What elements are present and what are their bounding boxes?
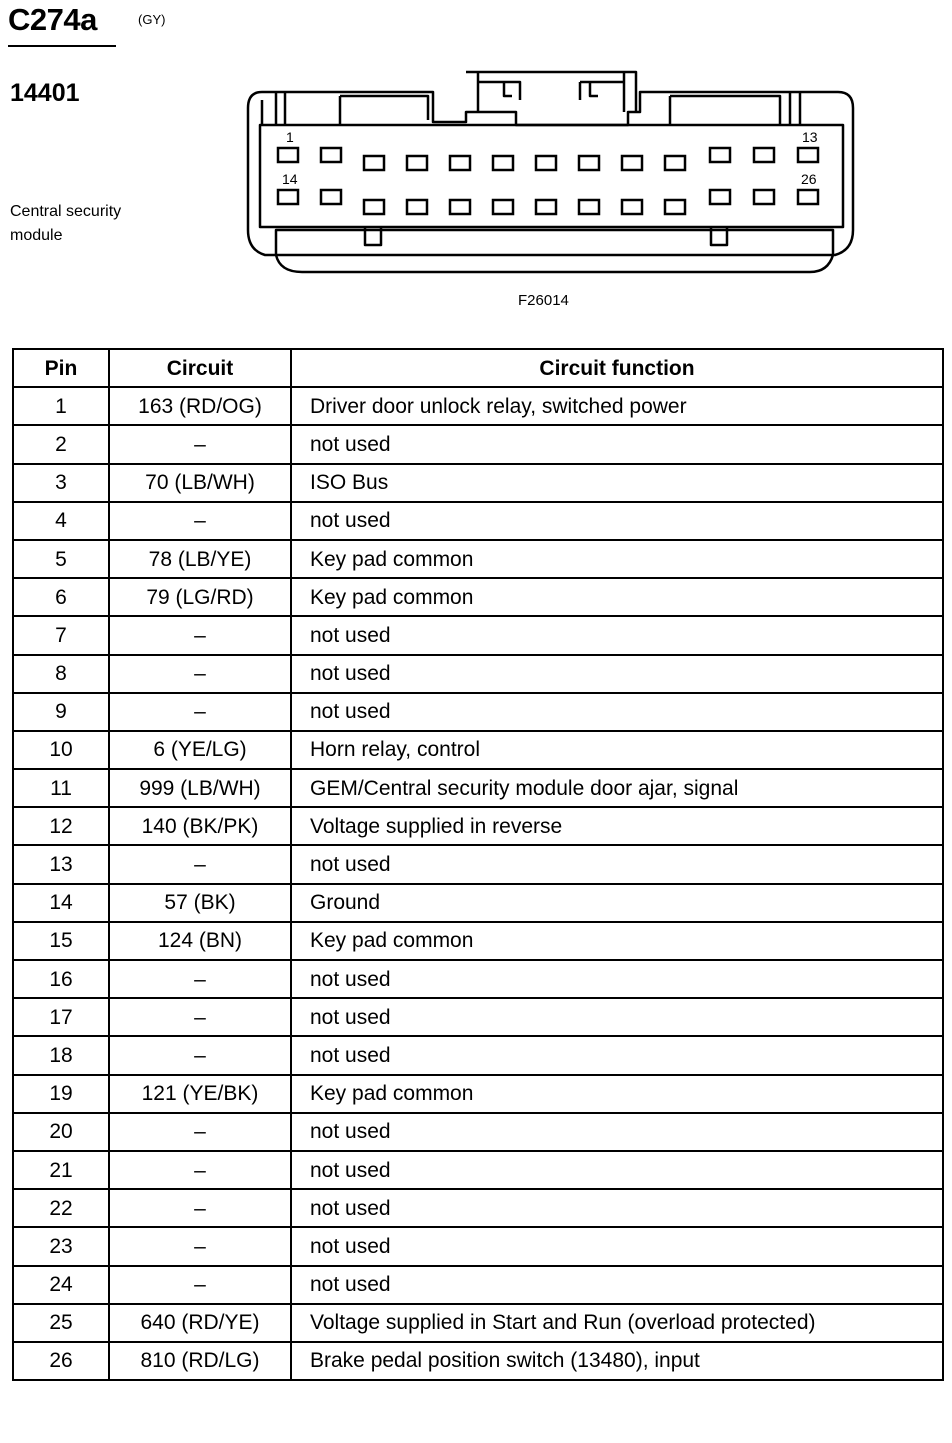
part-number: 14401 <box>10 79 80 107</box>
pin-table <box>12 348 944 1381</box>
pin-cell: 11 <box>13 769 109 807</box>
table-row <box>13 578 943 616</box>
circuit-cell: – <box>109 693 291 731</box>
pin-cell: 23 <box>13 1227 109 1265</box>
function-cell: not used <box>291 1189 943 1227</box>
table-row <box>13 502 943 540</box>
pin-label-14: 14 <box>282 171 298 187</box>
pin-cell: 14 <box>13 884 109 922</box>
pin-cell: 10 <box>13 731 109 769</box>
pin-cell: 19 <box>13 1075 109 1113</box>
connector-diagram <box>240 60 870 290</box>
table-row <box>13 387 943 425</box>
function-cell: not used <box>291 616 943 654</box>
table-row <box>13 655 943 693</box>
circuit-cell: 121 (YE/BK) <box>109 1075 291 1113</box>
function-cell: Key pad common <box>291 540 943 578</box>
table-row <box>13 807 943 845</box>
connector-inner-face <box>260 125 843 227</box>
function-cell: not used <box>291 1227 943 1265</box>
table-header-row <box>13 349 943 387</box>
table-row <box>13 540 943 578</box>
circuit-cell: 640 (RD/YE) <box>109 1304 291 1342</box>
pin-cell: 24 <box>13 1266 109 1304</box>
table-row <box>13 1036 943 1074</box>
function-cell: GEM/Central security module door ajar, signal <box>291 769 943 807</box>
function-cell: ISO Bus <box>291 464 943 502</box>
pin-label-1: 1 <box>286 129 294 145</box>
pin-cell: 15 <box>13 922 109 960</box>
table-row <box>13 1342 943 1380</box>
pin-cell: 4 <box>13 502 109 540</box>
circuit-cell: – <box>109 616 291 654</box>
connector-color: (GY) <box>138 12 166 27</box>
function-cell: not used <box>291 998 943 1036</box>
circuit-cell: 810 (RD/LG) <box>109 1342 291 1380</box>
function-cell: not used <box>291 845 943 883</box>
circuit-cell: – <box>109 1036 291 1074</box>
pin-label-26: 26 <box>801 171 817 187</box>
pin-cell: 21 <box>13 1151 109 1189</box>
table-row <box>13 1151 943 1189</box>
pin-cavities <box>278 148 818 214</box>
circuit-cell: 140 (BK/PK) <box>109 807 291 845</box>
pin-cell: 17 <box>13 998 109 1036</box>
function-cell: not used <box>291 693 943 731</box>
table-row <box>13 998 943 1036</box>
connector-top-lock <box>466 72 636 112</box>
function-cell: Key pad common <box>291 1075 943 1113</box>
table-row <box>13 1266 943 1304</box>
pin-cell: 7 <box>13 616 109 654</box>
header-pin: Pin <box>13 349 109 387</box>
function-cell: not used <box>291 1266 943 1304</box>
circuit-cell: 79 (LG/RD) <box>109 578 291 616</box>
table-row <box>13 1189 943 1227</box>
pin-cell: 20 <box>13 1113 109 1151</box>
table-row <box>13 1227 943 1265</box>
table-row <box>13 884 943 922</box>
module-name: Central security module <box>10 203 122 244</box>
function-cell: not used <box>291 502 943 540</box>
pin-cell: 12 <box>13 807 109 845</box>
pin-cell: 13 <box>13 845 109 883</box>
circuit-cell: 163 (RD/OG) <box>109 387 291 425</box>
function-cell: Voltage supplied in Start and Run (overload protected) <box>291 1304 943 1342</box>
circuit-cell: – <box>109 1266 291 1304</box>
pin-cell: 26 <box>13 1342 109 1380</box>
pin-cell: 8 <box>13 655 109 693</box>
function-cell: Key pad common <box>291 922 943 960</box>
pin-label-13: 13 <box>802 129 818 145</box>
function-cell: Horn relay, control <box>291 731 943 769</box>
pin-cell: 5 <box>13 540 109 578</box>
circuit-cell: 57 (BK) <box>109 884 291 922</box>
function-cell: Voltage supplied in reverse <box>291 807 943 845</box>
table-row <box>13 845 943 883</box>
pin-cell: 16 <box>13 960 109 998</box>
circuit-cell: – <box>109 1189 291 1227</box>
circuit-cell: – <box>109 655 291 693</box>
table-row <box>13 1304 943 1342</box>
table-row <box>13 731 943 769</box>
circuit-cell: 78 (LB/YE) <box>109 540 291 578</box>
circuit-cell: – <box>109 425 291 463</box>
table-row <box>13 769 943 807</box>
function-cell: Brake pedal position switch (13480), input <box>291 1342 943 1380</box>
function-cell: Ground <box>291 884 943 922</box>
pin-cell: 25 <box>13 1304 109 1342</box>
connector-left-latch <box>262 92 428 125</box>
function-cell: not used <box>291 960 943 998</box>
table-row <box>13 693 943 731</box>
circuit-cell: – <box>109 845 291 883</box>
table-row <box>13 425 943 463</box>
connector-id: C274a <box>8 2 97 37</box>
header-circuit-function: Circuit function <box>291 349 943 387</box>
pin-cell: 22 <box>13 1189 109 1227</box>
pin-cell: 18 <box>13 1036 109 1074</box>
pin-cell: 1 <box>13 387 109 425</box>
circuit-cell: – <box>109 1151 291 1189</box>
pin-cell: 3 <box>13 464 109 502</box>
function-cell: not used <box>291 1151 943 1189</box>
function-cell: Key pad common <box>291 578 943 616</box>
circuit-cell: 70 (LB/WH) <box>109 464 291 502</box>
circuit-cell: 6 (YE/LG) <box>109 731 291 769</box>
pin-cell: 2 <box>13 425 109 463</box>
circuit-cell: – <box>109 1113 291 1151</box>
table-row <box>13 1113 943 1151</box>
function-cell: not used <box>291 425 943 463</box>
function-cell: Driver door unlock relay, switched power <box>291 387 943 425</box>
connector-id-underline <box>8 45 116 47</box>
connector-right-latch <box>670 92 800 125</box>
table-row <box>13 1075 943 1113</box>
function-cell: not used <box>291 655 943 693</box>
connector-bottom-lip <box>276 230 833 272</box>
circuit-cell: – <box>109 1227 291 1265</box>
circuit-cell: 999 (LB/WH) <box>109 769 291 807</box>
pin-cell: 9 <box>13 693 109 731</box>
circuit-cell: 124 (BN) <box>109 922 291 960</box>
function-cell: not used <box>291 1036 943 1074</box>
circuit-cell: – <box>109 998 291 1036</box>
table-row <box>13 616 943 654</box>
table-row <box>13 922 943 960</box>
pin-rows <box>13 387 943 1380</box>
header-circuit: Circuit <box>109 349 291 387</box>
table-row <box>13 464 943 502</box>
circuit-cell: – <box>109 502 291 540</box>
pin-cell: 6 <box>13 578 109 616</box>
function-cell: not used <box>291 1113 943 1151</box>
figure-code: F26014 <box>518 292 569 309</box>
circuit-cell: – <box>109 960 291 998</box>
table-row <box>13 960 943 998</box>
